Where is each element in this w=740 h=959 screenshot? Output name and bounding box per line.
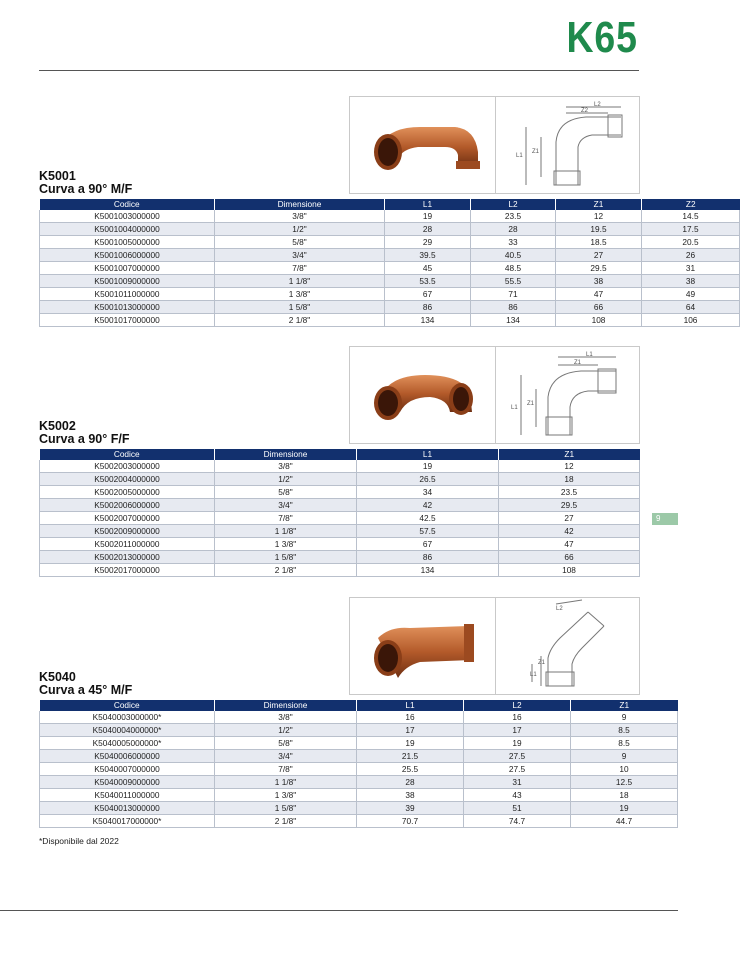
- table-cell: 47: [556, 288, 642, 301]
- diagram-label: Z1: [527, 401, 535, 407]
- table-cell: 108: [499, 564, 640, 577]
- column-header: Codice: [40, 449, 215, 460]
- table-row: [40, 512, 640, 525]
- product-code-cell: K5001005000000: [40, 236, 215, 249]
- table-cell: 39.5: [385, 249, 471, 262]
- bottom-divider: [0, 910, 678, 911]
- column-header: L2: [471, 199, 556, 210]
- table-cell: 38: [642, 275, 740, 288]
- column-header: Z1: [571, 700, 678, 711]
- diagram-label: L1: [511, 405, 518, 411]
- product-name: Curva a 90° M/F: [39, 182, 133, 196]
- table-cell: 26.5: [357, 473, 499, 486]
- table-cell: 12: [499, 460, 640, 473]
- table-cell: 34: [357, 486, 499, 499]
- table-cell: 12: [556, 210, 642, 223]
- table-cell: 29: [385, 236, 471, 249]
- table-row: [40, 499, 640, 512]
- table-cell: 19: [385, 210, 471, 223]
- diagram-label: L1: [530, 672, 537, 678]
- table-cell: 47: [499, 538, 640, 551]
- product-code-cell: K5002003000000: [40, 460, 215, 473]
- table-cell: 31: [464, 776, 571, 789]
- diagram-label: L1: [586, 352, 593, 358]
- table-cell: 49: [642, 288, 740, 301]
- table-cell: 18.5: [556, 236, 642, 249]
- table-cell: 29.5: [556, 262, 642, 275]
- product-code-cell: K5040005000000*: [40, 737, 215, 750]
- table-cell: 53.5: [385, 275, 471, 288]
- product-code-cell: K5001017000000: [40, 314, 215, 327]
- product-code-cell: K5040003000000*: [40, 711, 215, 724]
- table-row: [40, 301, 740, 314]
- diagram-label: Z1: [538, 660, 546, 666]
- product-code: K5040: [39, 670, 76, 684]
- product-image-box: [349, 597, 640, 695]
- table-cell: 8.5: [571, 724, 678, 737]
- table-cell: 1 3/8": [215, 789, 357, 802]
- table-cell: 7/8": [215, 512, 357, 525]
- column-header: L1: [385, 199, 471, 210]
- column-header: L1: [357, 700, 464, 711]
- table-cell: 66: [499, 551, 640, 564]
- table-cell: 1 3/8": [215, 538, 357, 551]
- product-code-cell: K5040017000000*: [40, 815, 215, 828]
- product-code-cell: K5040004000000*: [40, 724, 215, 737]
- table-cell: 38: [357, 789, 464, 802]
- table-row: [40, 525, 640, 538]
- column-header: L1: [357, 449, 499, 460]
- table-row: [40, 737, 678, 750]
- table-cell: 51: [464, 802, 571, 815]
- table-cell: 3/8": [215, 711, 357, 724]
- product-name: Curva a 45° M/F: [39, 683, 133, 697]
- product-code-cell: K5001013000000: [40, 301, 215, 314]
- brand-logo: K65: [566, 13, 638, 62]
- table-cell: 2 1/8": [215, 564, 357, 577]
- table-cell: 7/8": [215, 262, 385, 275]
- table-cell: 28: [471, 223, 556, 236]
- table-cell: 31: [642, 262, 740, 275]
- table-header-row: [40, 199, 740, 210]
- product-code-cell: K5002009000000: [40, 525, 215, 538]
- table-row: [40, 262, 740, 275]
- table-row: [40, 236, 740, 249]
- table-cell: 1/2": [215, 223, 385, 236]
- table-cell: 70.7: [357, 815, 464, 828]
- table-cell: 67: [385, 288, 471, 301]
- column-header: Z2: [642, 199, 740, 210]
- table-cell: 10: [571, 763, 678, 776]
- elbow-90-ff-photo: [350, 347, 495, 443]
- table-cell: 8.5: [571, 737, 678, 750]
- table-row: [40, 249, 740, 262]
- product-image-box: [349, 346, 640, 444]
- table-cell: 19: [464, 737, 571, 750]
- table-row: [40, 551, 640, 564]
- table-header-row: [40, 700, 678, 711]
- table-cell: 7/8": [215, 763, 357, 776]
- column-header: Codice: [40, 700, 215, 711]
- table-cell: 3/4": [215, 499, 357, 512]
- table-cell: 134: [471, 314, 556, 327]
- product-code-cell: K5040007000000: [40, 763, 215, 776]
- table-cell: 27.5: [464, 763, 571, 776]
- table-cell: 27: [499, 512, 640, 525]
- dimension-table: [39, 199, 740, 327]
- table-cell: 21.5: [357, 750, 464, 763]
- table-cell: 27: [556, 249, 642, 262]
- table-cell: 19: [357, 460, 499, 473]
- table-cell: 42: [499, 525, 640, 538]
- availability-footnote: *Disponibile dal 2022: [39, 836, 119, 846]
- table-cell: 39: [357, 802, 464, 815]
- table-cell: 19: [571, 802, 678, 815]
- column-header: Codice: [40, 199, 215, 210]
- table-cell: 28: [357, 776, 464, 789]
- table-row: [40, 288, 740, 301]
- product-code-cell: K5001004000000: [40, 223, 215, 236]
- product-code-cell: K5002006000000: [40, 499, 215, 512]
- table-cell: 16: [464, 711, 571, 724]
- table-cell: 134: [357, 564, 499, 577]
- table-cell: 42.5: [357, 512, 499, 525]
- table-cell: 108: [556, 314, 642, 327]
- table-cell: 40.5: [471, 249, 556, 262]
- product-code: K5001: [39, 169, 76, 183]
- elbow-90-technical-drawing: [496, 97, 639, 193]
- table-cell: 48.5: [471, 262, 556, 275]
- table-row: [40, 223, 740, 236]
- table-cell: 27.5: [464, 750, 571, 763]
- table-cell: 67: [357, 538, 499, 551]
- table-row: [40, 776, 678, 789]
- table-cell: 57.5: [357, 525, 499, 538]
- table-cell: 1 1/8": [215, 275, 385, 288]
- table-cell: 29.5: [499, 499, 640, 512]
- table-cell: 1 5/8": [215, 551, 357, 564]
- diagram-label: L2: [594, 102, 601, 108]
- product-code-cell: K5002017000000: [40, 564, 215, 577]
- table-cell: 55.5: [471, 275, 556, 288]
- product-code-cell: K5002011000000: [40, 538, 215, 551]
- table-row: [40, 473, 640, 486]
- product-code: K5002: [39, 419, 76, 433]
- column-header: Dimensione: [215, 449, 357, 460]
- column-header: Z1: [499, 449, 640, 460]
- table-cell: 33: [471, 236, 556, 249]
- table-cell: 134: [385, 314, 471, 327]
- product-image-box: [349, 96, 640, 194]
- table-cell: 19.5: [556, 223, 642, 236]
- product-code-cell: K5040011000000: [40, 789, 215, 802]
- product-code-cell: K5001009000000: [40, 275, 215, 288]
- product-code-cell: K5001003000000: [40, 210, 215, 223]
- dimension-table: [39, 700, 678, 828]
- table-cell: 5/8": [215, 486, 357, 499]
- table-row: [40, 724, 678, 737]
- table-cell: 2 1/8": [215, 314, 385, 327]
- top-divider: [39, 70, 639, 71]
- column-header: Dimensione: [215, 700, 357, 711]
- column-header: Dimensione: [215, 199, 385, 210]
- elbow-90-ff-technical-drawing: [496, 347, 639, 443]
- table-cell: 38: [556, 275, 642, 288]
- table-cell: 66: [556, 301, 642, 314]
- table-cell: 9: [571, 711, 678, 724]
- table-row: [40, 564, 640, 577]
- table-cell: 1 3/8": [215, 288, 385, 301]
- table-cell: 3/8": [215, 210, 385, 223]
- product-code-cell: K5001011000000: [40, 288, 215, 301]
- diagram-label: Z1: [532, 149, 540, 155]
- table-row: [40, 460, 640, 473]
- product-code-cell: K5040006000000: [40, 750, 215, 763]
- diagram-label: L1: [516, 153, 523, 159]
- table-cell: 19: [357, 737, 464, 750]
- dimension-table: [39, 449, 640, 577]
- table-cell: 64: [642, 301, 740, 314]
- table-cell: 17: [357, 724, 464, 737]
- product-code-cell: K5001006000000: [40, 249, 215, 262]
- table-cell: 5/8": [215, 236, 385, 249]
- elbow-90-photo: [350, 97, 495, 193]
- table-row: [40, 711, 678, 724]
- table-cell: 1 5/8": [215, 802, 357, 815]
- table-cell: 12.5: [571, 776, 678, 789]
- table-cell: 106: [642, 314, 740, 327]
- table-header-row: [40, 449, 640, 460]
- table-cell: 44.7: [571, 815, 678, 828]
- product-name: Curva a 90° F/F: [39, 432, 130, 446]
- table-row: [40, 210, 740, 223]
- table-cell: 14.5: [642, 210, 740, 223]
- table-row: [40, 275, 740, 288]
- table-cell: 1/2": [215, 473, 357, 486]
- product-code-cell: K5002004000000: [40, 473, 215, 486]
- column-header: Z1: [556, 199, 642, 210]
- table-row: [40, 763, 678, 776]
- table-cell: 5/8": [215, 737, 357, 750]
- elbow-45-technical-drawing: [496, 598, 639, 694]
- table-cell: 74.7: [464, 815, 571, 828]
- product-code-cell: K5001007000000: [40, 262, 215, 275]
- table-cell: 43: [464, 789, 571, 802]
- table-cell: 86: [471, 301, 556, 314]
- table-cell: 45: [385, 262, 471, 275]
- table-cell: 26: [642, 249, 740, 262]
- table-cell: 1 5/8": [215, 301, 385, 314]
- product-code-cell: K5040009000000: [40, 776, 215, 789]
- page-section-tab[interactable]: 9: [652, 513, 678, 525]
- table-cell: 86: [357, 551, 499, 564]
- table-row: [40, 802, 678, 815]
- elbow-45-photo: [350, 598, 495, 694]
- table-row: [40, 486, 640, 499]
- table-cell: 25.5: [357, 763, 464, 776]
- table-cell: 18: [499, 473, 640, 486]
- table-cell: 2 1/8": [215, 815, 357, 828]
- table-cell: 18: [571, 789, 678, 802]
- table-row: [40, 314, 740, 327]
- table-cell: 9: [571, 750, 678, 763]
- table-cell: 42: [357, 499, 499, 512]
- table-cell: 1 1/8": [215, 525, 357, 538]
- table-cell: 20.5: [642, 236, 740, 249]
- column-header: L2: [464, 700, 571, 711]
- table-cell: 16: [357, 711, 464, 724]
- table-cell: 3/4": [215, 750, 357, 763]
- product-code-cell: K5040013000000: [40, 802, 215, 815]
- product-code-cell: K5002013000000: [40, 551, 215, 564]
- table-cell: 17.5: [642, 223, 740, 236]
- table-row: [40, 815, 678, 828]
- table-cell: 17: [464, 724, 571, 737]
- table-row: [40, 538, 640, 551]
- table-cell: 1/2": [215, 724, 357, 737]
- table-row: [40, 789, 678, 802]
- table-cell: 86: [385, 301, 471, 314]
- diagram-label: L2: [556, 606, 563, 612]
- table-cell: 28: [385, 223, 471, 236]
- table-cell: 23.5: [471, 210, 556, 223]
- table-cell: 23.5: [499, 486, 640, 499]
- table-cell: 71: [471, 288, 556, 301]
- table-cell: 1 1/8": [215, 776, 357, 789]
- table-row: [40, 750, 678, 763]
- table-cell: 3/4": [215, 249, 385, 262]
- product-code-cell: K5002007000000: [40, 512, 215, 525]
- diagram-label: Z1: [574, 360, 582, 366]
- product-code-cell: K5002005000000: [40, 486, 215, 499]
- table-cell: 3/8": [215, 460, 357, 473]
- diagram-label: Z2: [581, 108, 589, 114]
